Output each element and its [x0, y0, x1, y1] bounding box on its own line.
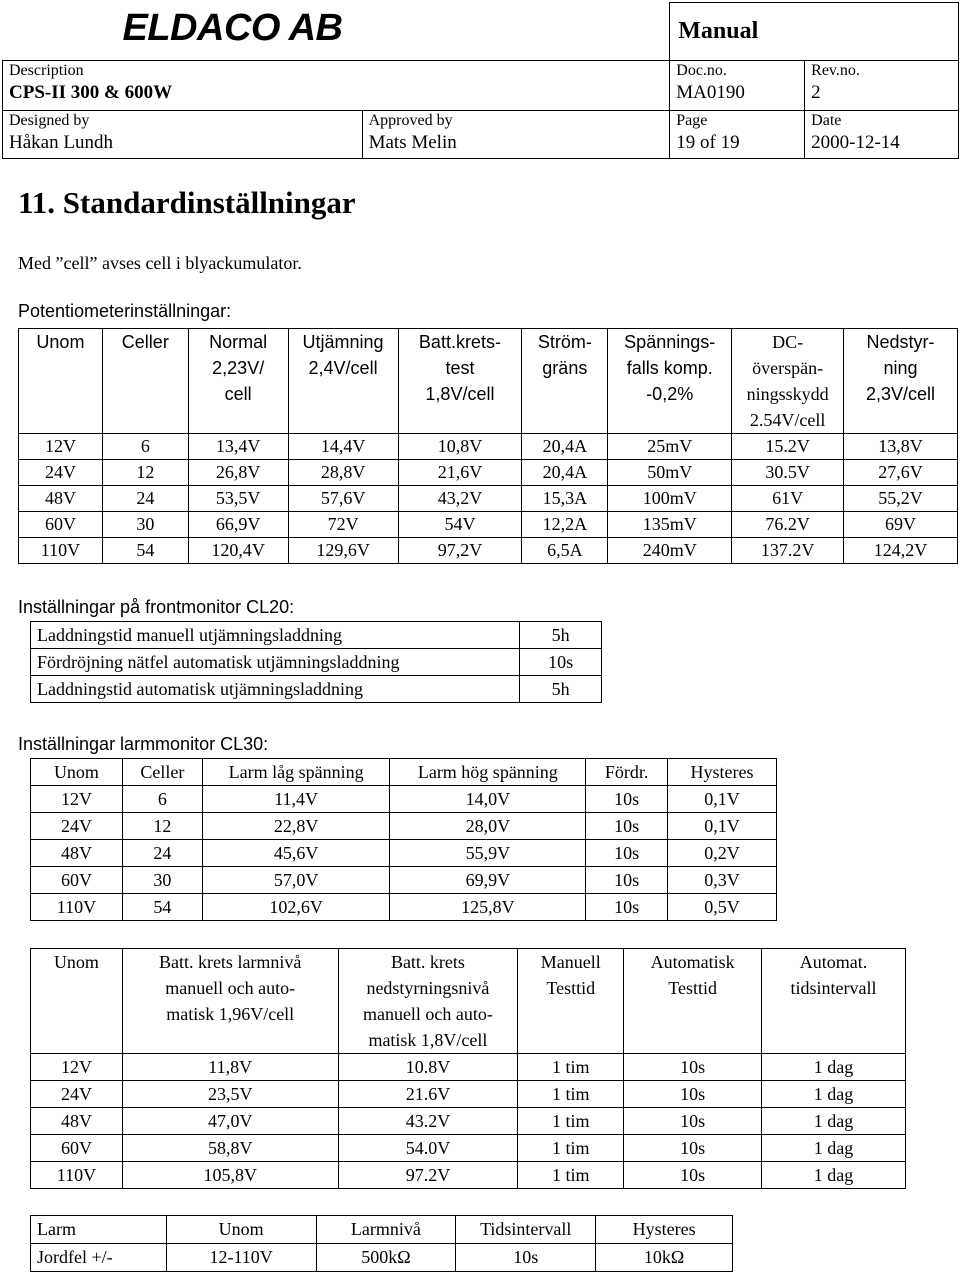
header-line: falls komp.	[626, 358, 713, 378]
table-cell: 10s	[624, 1081, 762, 1108]
table-cell: 10s	[624, 1162, 762, 1189]
header-line: 2,23V/	[212, 358, 265, 378]
column-header	[608, 329, 732, 434]
table-cell: 0,3V	[668, 867, 777, 894]
approved-value: Mats Melin	[368, 132, 457, 153]
column-header	[338, 949, 518, 1054]
table-cell: 21.6V	[338, 1081, 518, 1108]
cl30-table	[30, 758, 777, 921]
table-cell: 57,6V	[288, 486, 398, 512]
table-cell: 1 tim	[518, 1054, 624, 1081]
table-cell: 54.0V	[338, 1135, 518, 1162]
page-cell	[670, 111, 805, 159]
table-cell: 69,9V	[390, 867, 586, 894]
table-cell: 100mV	[608, 486, 732, 512]
table-cell: 15,3A	[522, 486, 608, 512]
table-cell: 0,1V	[668, 786, 777, 813]
column-header: Hysteres	[596, 1216, 733, 1244]
description-label: Description	[9, 62, 84, 79]
table-cell: 57,0V	[202, 867, 390, 894]
column-header: Celler	[122, 759, 202, 786]
header-line: 2,3V/cell	[866, 384, 936, 404]
table-row	[19, 486, 958, 512]
revno-value: 2	[811, 82, 821, 103]
column-header	[732, 329, 844, 434]
cl20-label: Inställningar på frontmonitor CL20:	[18, 597, 295, 617]
header-line: Automat.	[799, 952, 868, 972]
header-line: Batt.krets-	[418, 332, 501, 352]
header-line: 2.54V/cell	[749, 410, 826, 430]
table-row	[31, 786, 777, 813]
table-cell: 54	[102, 538, 188, 564]
designed-label: Designed by	[9, 112, 90, 129]
table-cell: 1 dag	[762, 1108, 906, 1135]
page-label: Page	[676, 112, 708, 129]
header-line: Unom	[53, 952, 99, 972]
table-cell: 45,6V	[202, 840, 390, 867]
table-cell: 30.5V	[732, 460, 844, 486]
table-row	[31, 1244, 733, 1272]
table-cell: 129,6V	[288, 538, 398, 564]
approved-cell	[362, 111, 670, 159]
table-header-row	[19, 329, 958, 434]
table-cell: 13,8V	[844, 434, 958, 460]
header-line: Testtid	[546, 978, 596, 998]
document-header	[2, 2, 959, 159]
table-cell: 1 tim	[518, 1162, 624, 1189]
table-cell: 1 dag	[762, 1081, 906, 1108]
header-line: gräns	[542, 358, 588, 378]
table-row	[19, 434, 958, 460]
table-cell: 55,2V	[844, 486, 958, 512]
table-cell: 12V	[19, 434, 103, 460]
setting-value: 5h	[520, 622, 602, 649]
table-cell: 10s	[624, 1054, 762, 1081]
table-cell: 10,8V	[398, 434, 522, 460]
table-cell: 10s	[624, 1108, 762, 1135]
column-header	[624, 949, 762, 1054]
header-line: Normal	[209, 332, 268, 352]
table-cell: 110V	[31, 1162, 123, 1189]
table-cell: 14,4V	[288, 434, 398, 460]
table-row	[31, 622, 602, 649]
column-header: Unom	[31, 759, 123, 786]
header-line: överspän-	[752, 358, 824, 378]
table-cell: 53,5V	[188, 486, 288, 512]
table-cell: 21,6V	[398, 460, 522, 486]
header-line: matisk 1,96V/cell	[166, 1004, 295, 1024]
table-cell: 28,0V	[390, 813, 586, 840]
table-cell: 11,4V	[202, 786, 390, 813]
battery-circuit-table	[30, 948, 906, 1189]
table-cell: 10s	[586, 813, 668, 840]
table-cell: 137.2V	[732, 538, 844, 564]
table-cell: 61V	[732, 486, 844, 512]
table-cell: 6,5A	[522, 538, 608, 564]
header-line: -0,2%	[646, 384, 694, 404]
header-line: matisk 1,8V/cell	[368, 1030, 488, 1050]
table-header-row	[31, 759, 777, 786]
table-cell: 47,0V	[122, 1108, 338, 1135]
column-header	[518, 949, 624, 1054]
setting-value: 5h	[520, 676, 602, 703]
header-line: Manuell	[540, 952, 601, 972]
table-cell: 66,9V	[188, 512, 288, 538]
table-cell: 240mV	[608, 538, 732, 564]
table-cell: 10kΩ	[596, 1244, 733, 1272]
header-line: Batt. krets larmnivå	[158, 952, 302, 972]
table-row	[31, 813, 777, 840]
table-cell: 25mV	[608, 434, 732, 460]
table-cell: 0,1V	[668, 813, 777, 840]
date-cell	[805, 111, 959, 159]
table-cell: 0,2V	[668, 840, 777, 867]
column-header: Hysteres	[668, 759, 777, 786]
table-cell: 6	[122, 786, 202, 813]
table-cell: 120,4V	[188, 538, 288, 564]
intro-text: Med ”cell” avses cell i blyackumulator.	[18, 253, 302, 273]
docno-cell	[670, 61, 805, 111]
table-cell: 60V	[31, 1135, 123, 1162]
table-cell: 10s	[456, 1244, 596, 1272]
table-cell: 500kΩ	[316, 1244, 456, 1272]
table-cell: 105,8V	[122, 1162, 338, 1189]
column-header	[522, 329, 608, 434]
table-cell: 54V	[398, 512, 522, 538]
header-line: DC-	[772, 332, 804, 352]
setting-value: 10s	[520, 649, 602, 676]
table-cell: 13,4V	[188, 434, 288, 460]
table-cell: 27,6V	[844, 460, 958, 486]
table-cell: 1 tim	[518, 1081, 624, 1108]
header-line: Utjämning	[302, 332, 384, 352]
column-header: Unom	[166, 1216, 316, 1244]
table-cell: 26,8V	[188, 460, 288, 486]
date-value: 2000-12-14	[811, 132, 900, 153]
earth-fault-table	[30, 1215, 733, 1272]
table-cell: 60V	[19, 512, 103, 538]
table-cell: 12V	[31, 786, 123, 813]
table-row	[31, 1135, 906, 1162]
header-line: Automatisk	[650, 952, 735, 972]
cl30-label: Inställningar larmmonitor CL30:	[18, 734, 269, 754]
table-cell: 1 dag	[762, 1162, 906, 1189]
table-cell: 124,2V	[844, 538, 958, 564]
table-cell: 1 tim	[518, 1108, 624, 1135]
table-cell: 125,8V	[390, 894, 586, 921]
table-cell: 10s	[624, 1135, 762, 1162]
column-header	[288, 329, 398, 434]
table-cell: 11,8V	[122, 1054, 338, 1081]
header-line: Spännings-	[624, 332, 716, 352]
table-cell: 135mV	[608, 512, 732, 538]
table-cell: 110V	[19, 538, 103, 564]
table-cell: 102,6V	[202, 894, 390, 921]
column-header: Larm hög spänning	[390, 759, 586, 786]
table-cell: 20,4A	[522, 434, 608, 460]
table-cell: 22,8V	[202, 813, 390, 840]
table-row	[31, 867, 777, 894]
header-line: ningsskydd	[746, 384, 829, 404]
table-cell: 58,8V	[122, 1135, 338, 1162]
table-cell: 12,2A	[522, 512, 608, 538]
column-header	[122, 949, 338, 1054]
page-value: 19 of 19	[676, 132, 740, 153]
table-cell: 48V	[19, 486, 103, 512]
table-row	[19, 538, 958, 564]
table-cell: 50mV	[608, 460, 732, 486]
column-header	[844, 329, 958, 434]
table-cell: 10s	[586, 786, 668, 813]
column-header: Larmnivå	[316, 1216, 456, 1244]
header-line: Testtid	[668, 978, 718, 998]
header-line: Celler	[121, 332, 169, 352]
docno-value: MA0190	[676, 82, 745, 103]
revno-cell	[805, 61, 959, 111]
table-row	[31, 676, 602, 703]
header-line: tidsintervall	[790, 978, 877, 998]
table-cell: 0,5V	[668, 894, 777, 921]
table-cell: 60V	[31, 867, 123, 894]
table-cell: 55,9V	[390, 840, 586, 867]
column-header: Larm	[31, 1216, 167, 1244]
table-cell: 10.8V	[338, 1054, 518, 1081]
table-header-row	[31, 1216, 733, 1244]
table-cell: 28,8V	[288, 460, 398, 486]
table-cell: 10s	[586, 840, 668, 867]
table-cell: 14,0V	[390, 786, 586, 813]
section-title: 11. Standardinställningar	[18, 185, 356, 220]
header-line: cell	[224, 384, 252, 404]
potentiometer-table	[18, 328, 958, 564]
setting-name: Laddningstid automatisk utjämningsladdning	[31, 676, 520, 703]
column-header	[19, 329, 103, 434]
table-cell: 110V	[31, 894, 123, 921]
designed-cell	[3, 111, 363, 159]
table-cell: 24V	[19, 460, 103, 486]
company-name-cell	[3, 3, 670, 61]
docno-label: Doc.no.	[676, 62, 727, 79]
designed-value: Håkan Lundh	[9, 132, 113, 153]
header-line: Ström-	[537, 332, 592, 352]
column-header	[762, 949, 906, 1054]
table-cell: 69V	[844, 512, 958, 538]
table-cell: 24V	[31, 1081, 123, 1108]
header-line: ning	[883, 358, 918, 378]
table-cell: 1 dag	[762, 1054, 906, 1081]
table-row	[31, 840, 777, 867]
table-row	[31, 1162, 906, 1189]
table-cell: 97,2V	[398, 538, 522, 564]
table-cell: 12	[102, 460, 188, 486]
table-header-row	[31, 949, 906, 1054]
description-cell	[3, 61, 670, 111]
date-label: Date	[811, 112, 842, 129]
table-row	[19, 512, 958, 538]
table-cell: 1 dag	[762, 1135, 906, 1162]
table-cell: 24	[102, 486, 188, 512]
pot-label: Potentiometerinställningar:	[18, 301, 232, 321]
table-cell: 48V	[31, 840, 123, 867]
table-row	[31, 1108, 906, 1135]
setting-name: Fördröjning nätfel automatisk utjämningsladdning	[31, 649, 520, 676]
table-cell: 76.2V	[732, 512, 844, 538]
table-cell: 15.2V	[732, 434, 844, 460]
header-line: Batt. krets	[390, 952, 465, 972]
table-cell: 43,2V	[398, 486, 522, 512]
table-cell: 12V	[31, 1054, 123, 1081]
header-line: Nedstyr-	[866, 332, 935, 352]
table-row	[31, 1081, 906, 1108]
column-header	[398, 329, 522, 434]
column-header	[102, 329, 188, 434]
header-line: manuell och auto-	[362, 1004, 493, 1024]
table-cell: 24	[122, 840, 202, 867]
table-cell: 12-110V	[166, 1244, 316, 1272]
table-cell: 23,5V	[122, 1081, 338, 1108]
revno-label: Rev.no.	[811, 62, 860, 79]
table-cell: 6	[102, 434, 188, 460]
table-cell: 48V	[31, 1108, 123, 1135]
table-row	[19, 460, 958, 486]
column-header: Tidsintervall	[456, 1216, 596, 1244]
column-header	[188, 329, 288, 434]
table-row	[31, 1054, 906, 1081]
table-cell: 24V	[31, 813, 123, 840]
setting-name: Laddningstid manuell utjämningsladdning	[31, 622, 520, 649]
approved-label: Approved by	[368, 112, 453, 129]
header-line: Unom	[36, 332, 85, 352]
header-line: nedstyrningsnivå	[366, 978, 490, 998]
doc-type: Manual	[678, 17, 759, 44]
table-cell: 30	[102, 512, 188, 538]
table-cell: 10s	[586, 894, 668, 921]
column-header: Larm låg spänning	[202, 759, 390, 786]
table-row	[31, 649, 602, 676]
table-cell: 10s	[586, 867, 668, 894]
column-header	[31, 949, 123, 1054]
header-line: 1,8V/cell	[425, 384, 495, 404]
table-cell: 54	[122, 894, 202, 921]
description-value: CPS-II 300 & 600W	[9, 82, 173, 103]
doc-type-cell	[670, 3, 959, 61]
table-cell: 97.2V	[338, 1162, 518, 1189]
table-cell: 20,4A	[522, 460, 608, 486]
header-line: manuell och auto-	[165, 978, 296, 998]
table-cell: Jordfel +/-	[31, 1244, 167, 1272]
table-cell: 72V	[288, 512, 398, 538]
cl20-table	[30, 621, 602, 703]
table-cell: 43.2V	[338, 1108, 518, 1135]
table-cell: 30	[122, 867, 202, 894]
header-line: test	[445, 358, 475, 378]
table-cell: 12	[122, 813, 202, 840]
table-cell: 1 tim	[518, 1135, 624, 1162]
table-row	[31, 894, 777, 921]
header-line: 2,4V/cell	[308, 358, 378, 378]
column-header: Fördr.	[586, 759, 668, 786]
company-name: ELDACO AB	[122, 6, 343, 49]
